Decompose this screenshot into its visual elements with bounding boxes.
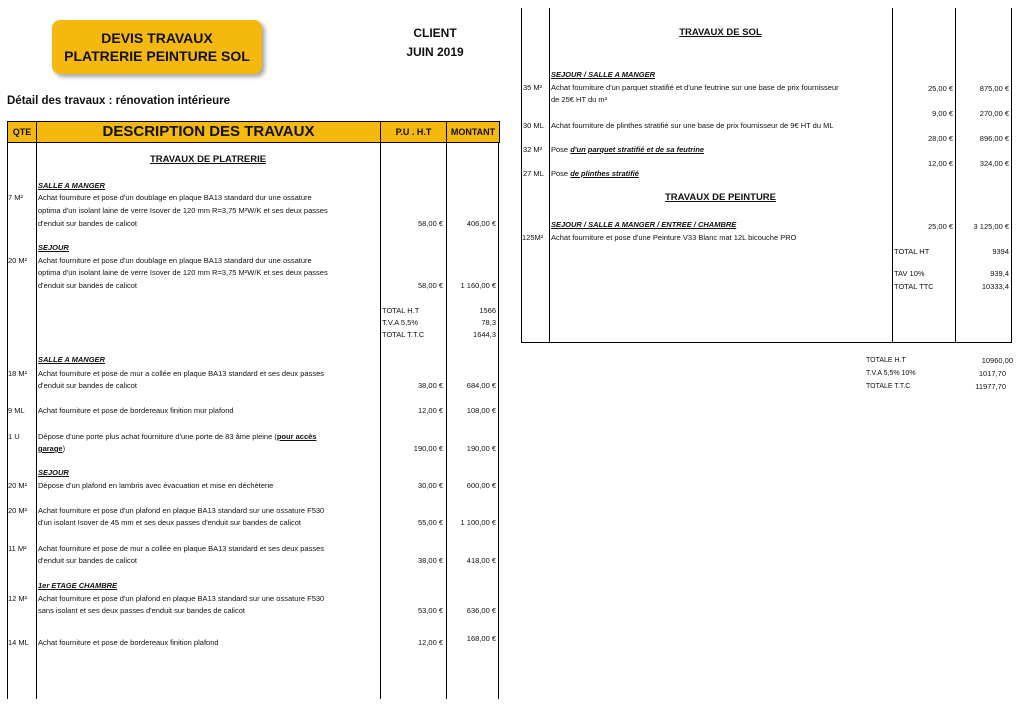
row-montant: 1 160,00 €: [460, 281, 496, 290]
row-desc-line: sans isolant et ses deux passes d'enduit sur bandes de calicot: [38, 606, 245, 615]
section-platrerie-title: TRAVAUX DE PLATRERIE: [149, 154, 267, 165]
row-qte: 35 M²: [523, 83, 543, 92]
row-montant: 108,00 €: [466, 406, 496, 415]
row-desc-line: de 25€ HT du m²: [551, 95, 608, 104]
underlined-note: de plinthes stratifié: [570, 169, 639, 178]
row-montant: 3 125,00 €: [973, 222, 1009, 231]
row-qte: 20 M²: [8, 506, 28, 515]
grand-total-ttc-label: TOTALE T.T.C: [866, 383, 911, 390]
room-label: 1er ETAGE CHAMBRE: [38, 581, 118, 590]
row-desc-line: Achat fourniture de plinthes stratifié sur une base de prix fournisseur de 9€ HT du ML: [551, 121, 834, 130]
row-pu: 12,00 €: [417, 638, 443, 647]
row-qte: 18 M²: [8, 369, 28, 378]
room-label: SALLE A MANGER: [38, 181, 105, 190]
row-desc-line: d'enduit sur bandes de calicot: [38, 556, 137, 565]
row-desc-line: Achat fourniture et pose de bordereaux finition plafond: [38, 638, 219, 647]
right-total-ht-label: TOTAL HT: [894, 247, 930, 256]
grand-total-ttc: 11977,70: [975, 382, 1006, 391]
row-montant: 168,00 €: [466, 634, 496, 643]
quote-date: JUIN 2019: [406, 45, 464, 59]
row-montant: 684,00 €: [466, 381, 496, 390]
badge-line-1: DEVIS TRAVAUX: [101, 30, 213, 46]
row-montant: 190,00 €: [466, 444, 496, 453]
row-desc-line: d'enduit sur bandes de calicot: [38, 281, 137, 290]
row-qte: 20 M²: [8, 256, 28, 265]
row-qte: 27 ML: [523, 169, 544, 178]
row-montant: 875,00 €: [979, 84, 1009, 93]
row-qte: 32 M²: [523, 145, 543, 154]
row-montant: 600,00 €: [466, 481, 496, 490]
row-desc-line: d'enduit sur bandes de calicot: [38, 381, 137, 390]
row-desc-line: Achat fourniture et pose d'un plafond en plaque BA13 standard sur une ossature F530: [38, 506, 325, 515]
right-tva: 939,4: [990, 269, 1009, 278]
row-qte: 11 M²: [8, 544, 27, 553]
row-qte: 30 ML: [523, 121, 544, 130]
col-pu-header: P.U . H.T: [395, 127, 432, 137]
quote-title-badge: [52, 20, 262, 74]
row-desc-line: Achat fourniture et pose d'un doublage en plaque BA13 standard dur une ossature: [38, 256, 312, 265]
row-desc-line: d'enduit sur bandes de calicot: [38, 219, 137, 228]
row-pu: 9,00 €: [932, 109, 953, 118]
badge-line-2: PLATRERIE PEINTURE SOL: [64, 48, 250, 64]
row-desc-line: optima d'un isolant laine de verre Isover de 120 mm R=3,75 M²W/K et ses deux passes: [38, 206, 328, 215]
grand-tva-label: T.V.A 5,5% 10%: [866, 370, 916, 377]
col-montant-header: MONTANT: [450, 127, 496, 137]
section-peinture-title: TRAVAUX DE PEINTURE: [664, 192, 777, 203]
row-desc-line: d'un isolant Isover de 45 mm et ses deux passes d'enduit sur bandes de calicot: [38, 518, 302, 527]
row-qte: 14 ML: [8, 638, 29, 647]
subtotal-ht-label: TOTAL H.T: [382, 306, 420, 315]
row-desc-line: Achat fourniture et pose de bordereaux finition mur plafond: [38, 406, 234, 415]
row-pu: 58,00 €: [417, 219, 443, 228]
row-desc-line: Achat fourniture et pose d'un plafond en plaque BA13 standard sur une ossature F530: [38, 594, 325, 603]
right-total-ht: 9394: [992, 247, 1009, 256]
subtotal-ht: 1566: [479, 306, 496, 315]
right-total-ttc: 10333,4: [981, 282, 1009, 291]
row-pu: 30,00 €: [417, 481, 443, 490]
row-qte: 12 M²: [8, 594, 28, 603]
row-qte: 1 U: [8, 432, 20, 441]
row-desc-line: Dépose d'un plafond en lambris avec évacuation et mise en déchèterie: [38, 481, 274, 490]
row-qte: 125M²: [522, 233, 544, 242]
row-pu: 12,00 €: [927, 159, 953, 168]
row-pu: 25,00 €: [927, 84, 953, 93]
room-label: SEJOUR / SALLE A MANGER / ENTREE / CHAMBRE: [551, 220, 737, 229]
grand-tva: 1017,70: [978, 369, 1006, 378]
grand-total-ht: 10960,00: [981, 356, 1013, 365]
room-label: SALLE A MANGER: [38, 355, 105, 364]
row-pu: 38,00 €: [417, 381, 443, 390]
underlined-note: pour accès: [276, 432, 317, 441]
row-montant: 1 100,00 €: [460, 518, 496, 527]
row-desc-line: Pose d'un parquet stratifié et de sa feutrine: [551, 145, 705, 154]
subtotal-tva: 78,3: [481, 318, 496, 327]
row-desc-line: Achat fourniture et pose d'un doublage en plaque BA13 standard dur une ossature: [38, 193, 312, 202]
right-tva-label: TAV 10%: [894, 269, 925, 278]
row-pu: 38,00 €: [417, 556, 443, 565]
row-montant: 636,00 €: [466, 606, 496, 615]
row-pu: 12,00 €: [417, 406, 443, 415]
row-montant: 896,00 €: [979, 134, 1009, 143]
row-desc-line: garage): [38, 444, 66, 453]
subtotal-ttc-label: TOTAL T.T.C: [382, 330, 425, 339]
row-qte: 9 ML: [8, 406, 25, 415]
room-label: SEJOUR: [38, 468, 69, 477]
row-pu: 190,00 €: [413, 444, 443, 453]
row-desc-line: Dépose d'une porte plus achat fourniture d'une porte de 83 âme pleine (pour accès: [38, 432, 317, 441]
row-montant: 406,00 €: [466, 219, 496, 228]
underlined-note: garage: [38, 444, 63, 453]
room-label: SEJOUR: [38, 243, 69, 252]
row-pu: 55,00 €: [417, 518, 443, 527]
right-total-ttc-label: TOTAL TTC: [894, 282, 934, 291]
row-montant: 324,00 €: [979, 159, 1009, 168]
row-pu: 58,00 €: [417, 281, 443, 290]
row-montant: 418,00 €: [466, 556, 496, 565]
row-desc-line: Pose de plinthes stratifié: [551, 169, 639, 178]
row-desc-line: Achat fourniture et pose d'une Peinture V33 Blanc mat 12L bicouche PRO: [551, 233, 797, 242]
table-header: [7, 121, 500, 143]
row-pu: 25,00 €: [927, 222, 953, 231]
room-label: SEJOUR / SALLE A MANGER: [551, 70, 656, 79]
grand-total-ht-label: TOTALE H.T: [866, 357, 906, 364]
section-sol-title: TRAVAUX DE SOL: [679, 27, 762, 38]
row-desc-line: Achat fourniture et pose de mur a collée en plaque BA13 standard et ses deux passes: [38, 369, 325, 378]
page-subtitle: Détail des travaux : rénovation intérieure: [7, 95, 231, 107]
underlined-note: d'un parquet stratifié et de sa feutrine: [570, 145, 705, 154]
row-desc-line: optima d'un isolant laine de verre Isover de 120 mm R=3,75 M²W/K et ses deux passes: [38, 268, 328, 277]
col-desc-header: DESCRIPTION DES TRAVAUX: [102, 123, 315, 140]
row-qte: 20 M²: [8, 481, 28, 490]
row-pu: 28,00 €: [927, 134, 953, 143]
client-label: CLIENT: [413, 26, 457, 40]
row-desc-line: Achat fourniture d'un parquet stratifié et d'une feutrine sur une base de prix fournisseur: [551, 83, 839, 92]
subtotal-ttc: 1644,3: [473, 330, 496, 339]
row-qte: 7 M²: [8, 193, 23, 202]
row-desc-line: Achat fourniture et pose de mur a collée en plaque BA13 standard et ses deux passes: [38, 544, 325, 553]
subtotal-tva-label: T.V.A 5,5%: [382, 318, 418, 327]
row-montant: 270,00 €: [979, 109, 1009, 118]
col-qte-header: QTE: [12, 127, 32, 137]
row-pu: 53,00 €: [417, 606, 443, 615]
